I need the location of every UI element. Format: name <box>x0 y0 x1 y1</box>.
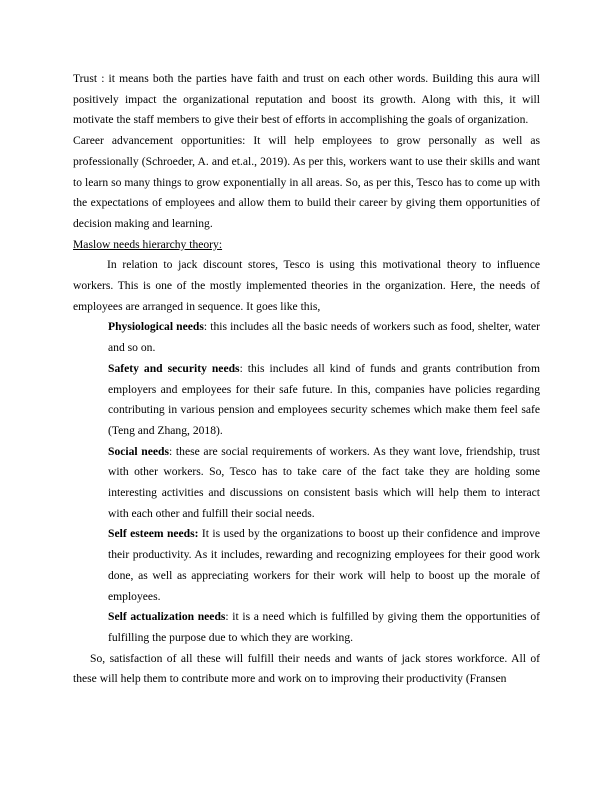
term-social-needs: Social needs <box>108 444 170 458</box>
paragraph-career-advancement: Career advancement opportunities: It will help employees to grow personally as well as professionally (Schroeder, A. and et.al., 2019). As per this, workers want to use their skills and want to learn so many things to grow exponentially in all areas. So, as per this, Tesco has to come up with the expectations of employees and allow them to build their career by giving them opportunities of decision making and learning. <box>73 134 540 230</box>
list-item-social-needs <box>108 442 540 525</box>
description-physiological-needs: this includes all the basic needs of workers such as food, shelter, water and so on. <box>108 320 541 355</box>
paragraph-conclusion: So, satisfaction of all these will fulfill their needs and wants of jack stores workforce. All of these will help them to contribute more and work on to improving their productivity (Fransen <box>73 651 540 686</box>
term-physiological-needs: Physiological needs <box>108 320 204 334</box>
list-item-physiological-needs <box>108 317 540 358</box>
paragraph-maslow-intro: In relation to jack discount stores, Tesco is using this motivational theory to influence workers. This is one of the mostly implemented theories in the organization. Here, the needs of employees are arranged in sequence. It goes like this, <box>73 258 540 313</box>
description-self-actualization-needs: it is a need which is fulfilled by giving them the opportunities of fulfilling the purpose due to which they are working. <box>108 610 540 644</box>
description-safety-security-needs: this includes all kind of funds and grants contribution from employers and employees for their safe future. In this, companies have policies regarding contributing in various pension and employees security schemes which make them feel safe (Teng and Zhang, 2018). <box>108 361 540 437</box>
section-heading-maslow: Maslow needs hierarchy theory: <box>73 237 223 251</box>
description-self-esteem-needs: It is used by the organizations to boost up their confidence and improve their productivity. As it includes, rewarding and recognizing employees for their good work done, as well as appreciating workers for their work will help to boost up the morale of employees. <box>108 527 540 603</box>
list-item-self-esteem-needs <box>108 524 540 607</box>
document-page <box>73 69 540 690</box>
term-self-actualization-needs: Self actualization needs <box>108 610 226 624</box>
term-self-esteem-needs: Self esteem needs: <box>108 527 199 541</box>
term-separator: : <box>225 610 229 624</box>
term-separator: : <box>169 444 173 458</box>
term-separator: : <box>203 320 208 334</box>
term-separator: : <box>239 361 243 375</box>
paragraph-trust: Trust : it means both the parties have faith and trust on each other words. Building this aura will positively impact the organizational reputation and boost its growth. Along with this, it will motivate the staff members to give their best of efforts in accomplishing the goals of organization. <box>73 72 540 127</box>
needs-list <box>73 317 540 648</box>
description-social-needs: these are social requirements of workers. As they want love, friendship, trust with other workers. So, Tesco has to take care of the fact take they are holding some interesting activities and discussions on consistent basis which will help them to interact with each other and fulfill their social needs. <box>108 444 540 520</box>
term-safety-security-needs: Safety and security needs <box>108 361 240 375</box>
list-item-safety-security-needs <box>108 359 540 442</box>
list-item-self-actualization-needs <box>108 607 540 648</box>
